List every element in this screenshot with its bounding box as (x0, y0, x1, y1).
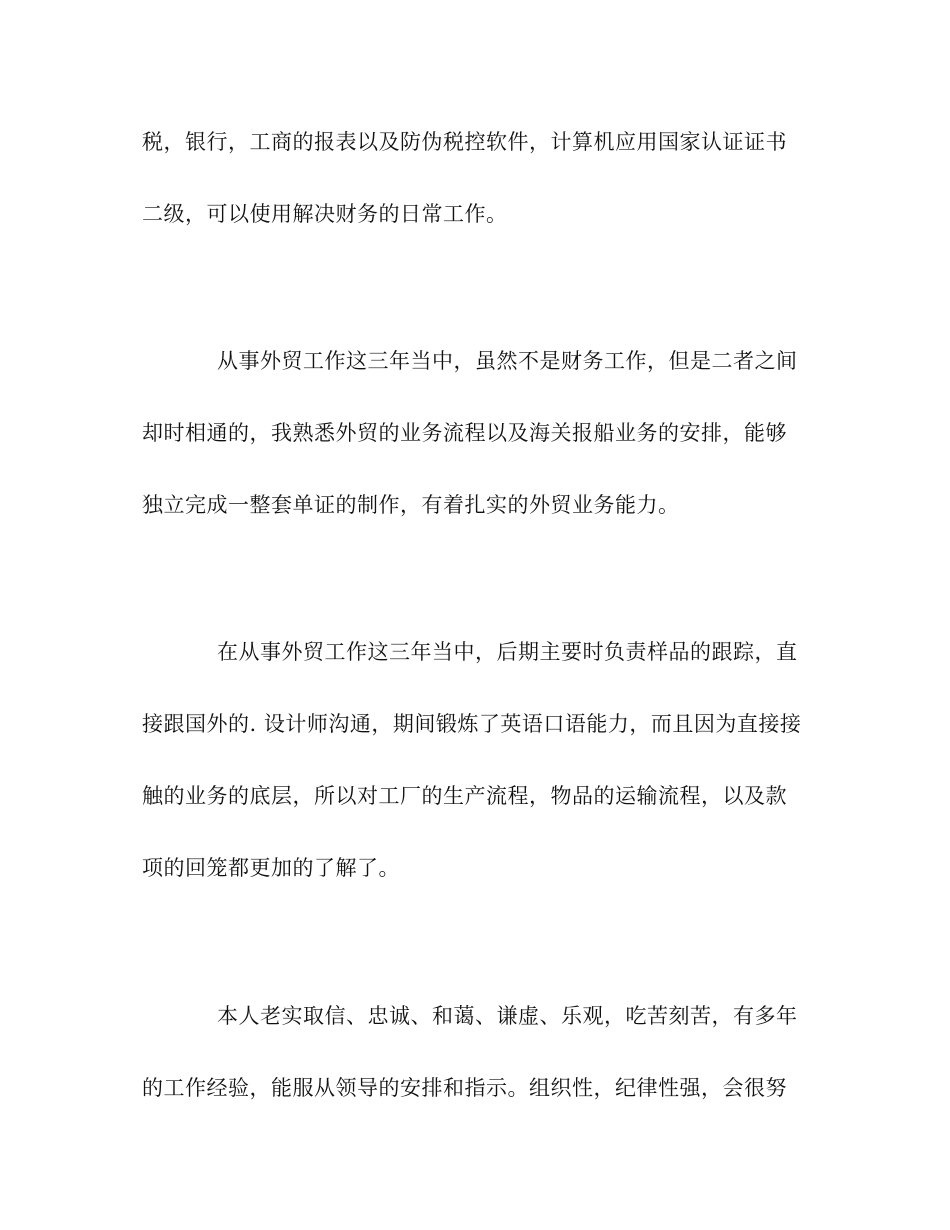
paragraph-1-line-1: 税，银行，工商的报表以及防伪税控软件，计算机应用国家认证证书 (142, 130, 787, 154)
paragraph-3-line-1: 在从事外贸工作这三年当中，后期主要时负责样品的跟踪，直 (217, 640, 798, 664)
paragraph-2-line-1: 从事外贸工作这三年当中，虽然不是财务工作，但是二者之间 (217, 349, 798, 373)
paragraph-3-line-3: 触的业务的底层，所以对工厂的生产流程，物品的运输流程，以及款 (142, 784, 787, 808)
paragraph-2-line-2: 却时相通的，我熟悉外贸的业务流程以及海关报船业务的安排，能够 (142, 421, 787, 445)
paragraph-1-line-2: 二级，可以使用解决财务的日常工作。 (142, 202, 508, 226)
paragraph-4-line-1: 本人老实取信、忠诚、和蔼、谦虚、乐观，吃苦刻苦，有多年 (217, 1004, 798, 1028)
paragraph-3-line-2: 接跟国外的. 设计师沟通，期间锻炼了英语口语能力，而且因为直接接 (142, 712, 802, 736)
paragraph-3-line-4: 项的回笼都更加的了解了。 (142, 856, 400, 880)
paragraph-4-line-2: 的工作经验，能服从领导的安排和指示。组织性，纪律性强，会很努 (142, 1076, 787, 1100)
paragraph-2-line-3: 独立完成一整套单证的制作，有着扎实的外贸业务能力。 (142, 493, 680, 517)
